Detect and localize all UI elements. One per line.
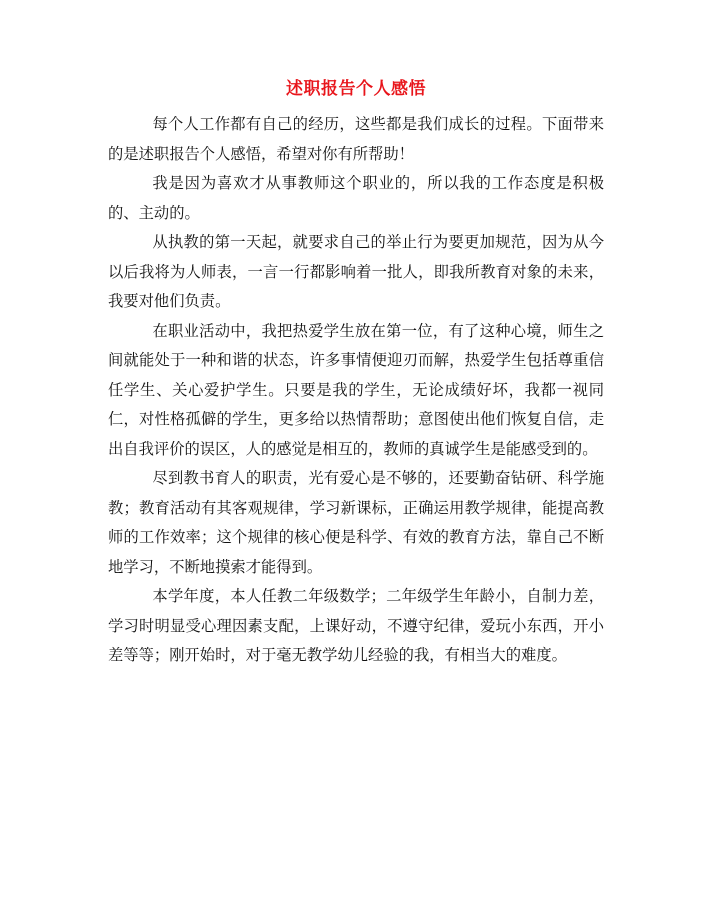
paragraph-love-students: 在职业活动中，我把热爱学生放在第一位，有了这种心境，师生之间就能处于一种和谐的状态，许多事情便迎刃而解，热爱学生包括尊重信任学生、关心爱护学生。只要是我的学生，无论成绩好坏，我都一视同仁，对性格孤僻的学生，更多给以热情帮助；意图使出他们恢复自信，走出自我评价的误区，人的感觉是相互的，教师的真诚学生是能感受到的。: [108, 321, 604, 458]
paragraph-teaching-method: 尽到教书育人的职责，光有爱心是不够的，还要勤奋钻研、科学施教；教育活动有其客观规律，学习新课标，正确运用教学规律，能提高教师的工作效率；这个规律的核心便是科学、有效的教育方法，靠自己不断地学习，不断地摸索才能得到。: [108, 469, 604, 576]
paragraph-conduct: 从执教的第一天起，就要求自己的举止行为要更加规范，因为从今以后我将为人师表，一言一行都影响着一批人，即我所教育对象的未来，我要对他们负责。: [108, 233, 604, 310]
document-page: [108, 78, 604, 671]
paragraph-this-year: 本学年度，本人任教二年级数学；二年级学生年龄小，自制力差，学习时明显受心理因素支配，上课好动，不遵守纪律，爱玩小东西，开小差等等；刚开始时，对于毫无教学幼儿经验的我，有相当大的难度。: [108, 587, 604, 664]
paragraph-intro: 每个人工作都有自己的经历，这些都是我们成长的过程。下面带来的是述职报告个人感悟，希望对你有所帮助！: [108, 115, 604, 163]
paragraph-motivation: 我是因为喜欢才从事教师这个职业的，所以我的工作态度是积极的、主动的。: [108, 174, 604, 222]
document-title: 述职报告个人感悟: [286, 79, 426, 99]
